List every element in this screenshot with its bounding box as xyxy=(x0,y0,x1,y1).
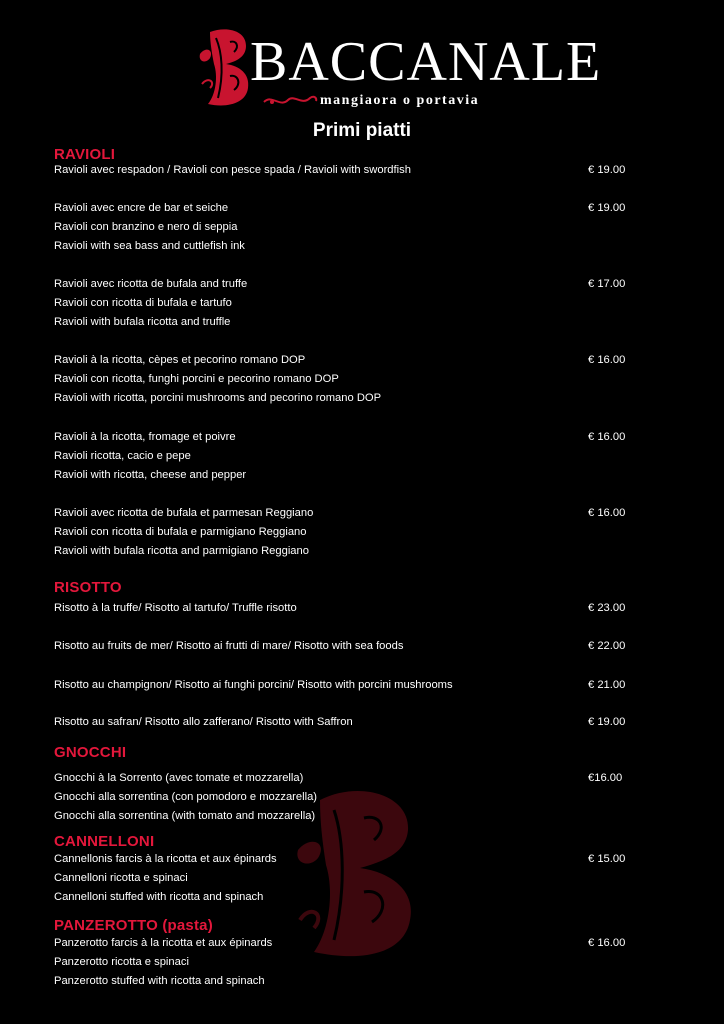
menu-item-line: Ravioli with ricotta, cheese and pepper xyxy=(54,469,247,481)
menu-item-line: Risotto au champignon/ Risotto ai funghi porcini/ Risotto with porcini mushrooms xyxy=(54,679,453,691)
menu-item-price: € 21.00 xyxy=(588,679,626,691)
menu-item-price: € 17.00 xyxy=(588,278,626,290)
menu-item-line: Ravioli with bufala ricotta and truffle xyxy=(54,316,231,328)
brand-logo xyxy=(0,0,724,115)
menu-item-line: Risotto au fruits de mer/ Risotto ai frutti di mare/ Risotto with sea foods xyxy=(54,640,404,652)
menu-item-line: Ravioli with bufala ricotta and parmigiano Reggiano xyxy=(54,545,309,557)
menu-item-line: Ravioli con ricotta di bufala e parmigiano Reggiano xyxy=(54,526,307,538)
section-heading-ravioli: RAVIOLI xyxy=(54,146,116,163)
menu-item-line: Ravioli à la ricotta, fromage et poivre xyxy=(54,431,236,443)
menu-item-line: Gnocchi alla sorrentina (con pomodoro e mozzarella) xyxy=(54,791,318,803)
section-heading-gnocchi: GNOCCHI xyxy=(54,744,127,761)
menu-item-line: Ravioli avec respadon / Ravioli con pesce spada / Ravioli with swordfish xyxy=(54,164,411,176)
menu-item-price: € 15.00 xyxy=(588,853,626,865)
menu-item-price: € 22.00 xyxy=(588,640,626,652)
menu-item-line: Ravioli with sea bass and cuttlefish ink xyxy=(54,240,245,252)
menu-item-line: Risotto à la truffe/ Risotto al tartufo/ Truffle risotto xyxy=(54,602,297,614)
menu-item-line: Cannelloni ricotta e spinaci xyxy=(54,872,188,884)
menu-item-price: € 16.00 xyxy=(588,507,626,519)
menu-item-line: Panzerotto ricotta e spinaci xyxy=(54,956,189,968)
menu-item-line: Cannellonis farcis à la ricotta et aux épinards xyxy=(54,853,277,865)
ornate-b-logo-icon xyxy=(196,24,254,110)
menu-item-price: €16.00 xyxy=(588,772,623,784)
section-heading-risotto: RISOTTO xyxy=(54,579,122,596)
menu-item-line: Ravioli ricotta, cacio e pepe xyxy=(54,450,191,462)
menu-item-price: € 23.00 xyxy=(588,602,626,614)
menu-item-line: Panzerotto farcis à la ricotta et aux épinards xyxy=(54,937,273,949)
ornate-b-watermark-icon xyxy=(290,780,420,965)
menu-item-line: Ravioli à la ricotta, cèpes et pecorino romano DOP xyxy=(54,354,306,366)
menu-item-line: Gnocchi à la Sorrento (avec tomate et mozzarella) xyxy=(54,772,304,784)
menu-item-line: Ravioli avec ricotta de bufala and truffe xyxy=(54,278,248,290)
menu-item-line: Panzerotto stuffed with ricotta and spinach xyxy=(54,975,265,987)
menu-item-line: Ravioli con ricotta, funghi porcini e pecorino romano DOP xyxy=(54,373,339,385)
menu-item-line: Ravioli avec encre de bar et seiche xyxy=(54,202,229,214)
scroll-ornament-icon xyxy=(262,92,318,110)
menu-item-price: € 16.00 xyxy=(588,354,626,366)
menu-item-line: Ravioli with ricotta, porcini mushrooms and pecorino romano DOP xyxy=(54,392,382,404)
menu-item-line: Gnocchi alla sorrentina (with tomato and mozzarella) xyxy=(54,810,316,822)
menu-item-price: € 16.00 xyxy=(588,937,626,949)
menu-item-price: € 19.00 xyxy=(588,164,626,176)
menu-item-line: Ravioli con ricotta di bufala e tartufo xyxy=(54,297,232,309)
menu-item-price: € 19.00 xyxy=(588,716,626,728)
section-heading-cannelloni: CANNELLONI xyxy=(54,833,155,850)
menu-item-line: Cannelloni stuffed with ricotta and spinach xyxy=(54,891,264,903)
brand-tagline: mangiaora o portavia xyxy=(320,93,480,108)
menu-item-line: Ravioli con branzino e nero di seppia xyxy=(54,221,238,233)
menu-item-line: Ravioli avec ricotta de bufala et parmesan Reggiano xyxy=(54,507,314,519)
section-heading-panzerotto: PANZEROTTO (pasta) xyxy=(54,917,213,934)
brand-name: BACCANALE xyxy=(250,31,602,93)
menu-item-price: € 19.00 xyxy=(588,202,626,214)
page-title: Primi piatti xyxy=(312,120,412,141)
menu-item-price: € 16.00 xyxy=(588,431,626,443)
menu-item-line: Risotto au safran/ Risotto allo zafferano/ Risotto with Saffron xyxy=(54,716,353,728)
